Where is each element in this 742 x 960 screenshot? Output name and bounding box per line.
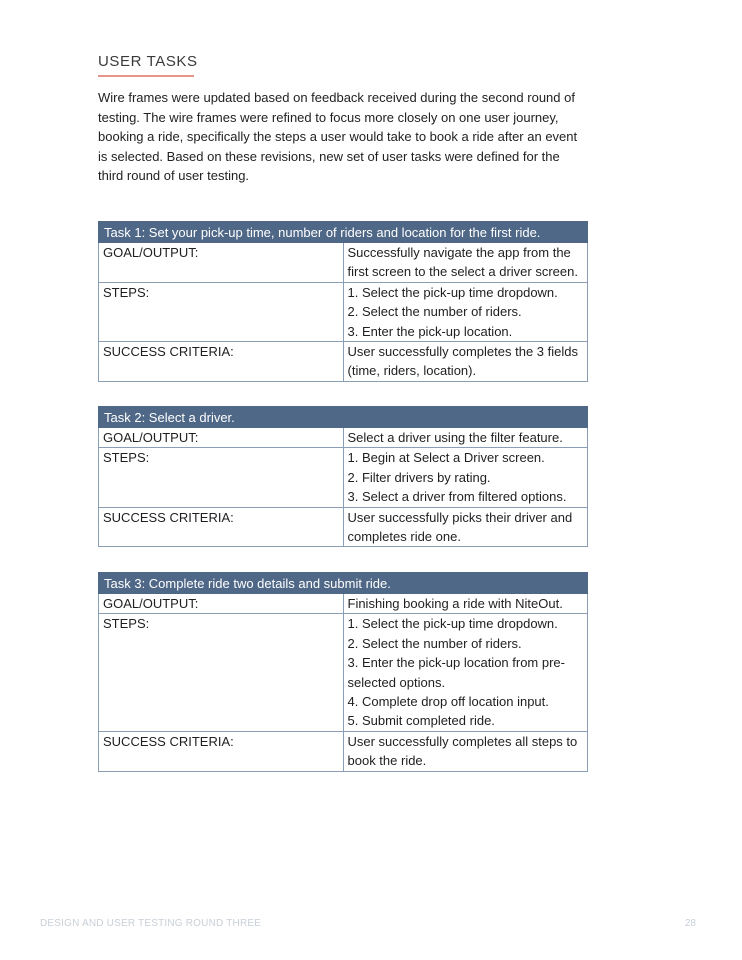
table-row: [99, 282, 588, 341]
success-value: [343, 342, 588, 382]
goal-label: GOAL/OUTPUT:: [99, 594, 344, 614]
table-row: [99, 448, 588, 507]
goal-value: Select a driver using the filter feature.: [343, 428, 588, 448]
table-row: [99, 428, 588, 448]
table-row: [99, 243, 588, 283]
table-row: [99, 594, 588, 614]
step-item: 2. Filter drivers by rating.: [347, 469, 491, 485]
success-value: User successfully picks their driver and completes ride one.: [343, 507, 588, 547]
steps-value: [343, 282, 588, 341]
task-header: Task 1: Set your pick-up time, number of riders and location for the first ride.: [99, 222, 588, 243]
task-2-table: [98, 406, 588, 547]
step-item: 4. Complete drop off location input.: [347, 694, 549, 710]
step-item: 2. Select the number of riders.: [347, 304, 522, 320]
title-underline: [98, 75, 194, 77]
steps-label: STEPS:: [99, 448, 344, 507]
success-value: User successfully completes all steps to book the ride.: [343, 731, 588, 771]
success-line: (time, riders, location).: [347, 363, 477, 379]
steps-value: [343, 448, 588, 507]
table-row: [99, 614, 588, 731]
section-title: USER TASKS: [98, 53, 198, 70]
success-line: User successfully completes the 3 fields: [347, 344, 578, 360]
task-header: Task 2: Select a driver.: [99, 407, 588, 428]
step-item: 3. Enter the pick-up location from pre-selected options.: [347, 655, 565, 690]
footer-section-title: DESIGN AND USER TESTING ROUND THREE: [40, 918, 262, 929]
step-item: 1. Select the pick-up time dropdown.: [347, 284, 558, 300]
success-label: SUCCESS CRITERIA:: [99, 731, 344, 771]
table-row: [99, 342, 588, 382]
success-label: SUCCESS CRITERIA:: [99, 342, 344, 382]
goal-value: Finishing booking a ride with NiteOut.: [343, 594, 588, 614]
steps-label: STEPS:: [99, 614, 344, 731]
goal-label: GOAL/OUTPUT:: [99, 243, 344, 283]
intro-paragraph: Wire frames were updated based on feedback received during the second round of testing. The wire frames were refined to focus more closely on one user journey, booking a ride, specifically the steps a user would take to book a ride after an event is selected. Based on these revisions, new set of user tasks were defined for the third round of user testing.: [98, 90, 578, 184]
goal-label: GOAL/OUTPUT:: [99, 428, 344, 448]
step-item: 5. Submit completed ride.: [347, 713, 495, 729]
step-item: 3. Select a driver from filtered options.: [347, 489, 567, 505]
step-item: 1. Begin at Select a Driver screen.: [347, 450, 545, 466]
success-label: SUCCESS CRITERIA:: [99, 507, 344, 547]
task-header: Task 3: Complete ride two details and submit ride.: [99, 573, 588, 594]
step-item: 1. Select the pick-up time dropdown.: [347, 616, 558, 632]
task-3-table: [98, 572, 588, 772]
page-number: 28: [684, 918, 696, 929]
table-row: [99, 507, 588, 547]
steps-value: [343, 614, 588, 731]
task-1-table: [98, 221, 588, 382]
table-row: [99, 731, 588, 771]
step-item: 2. Select the number of riders.: [347, 635, 522, 651]
goal-value: Successfully navigate the app from the first screen to the select a driver screen.: [343, 243, 588, 283]
steps-label: STEPS:: [99, 282, 344, 341]
step-item: 3. Enter the pick-up location.: [347, 323, 513, 339]
